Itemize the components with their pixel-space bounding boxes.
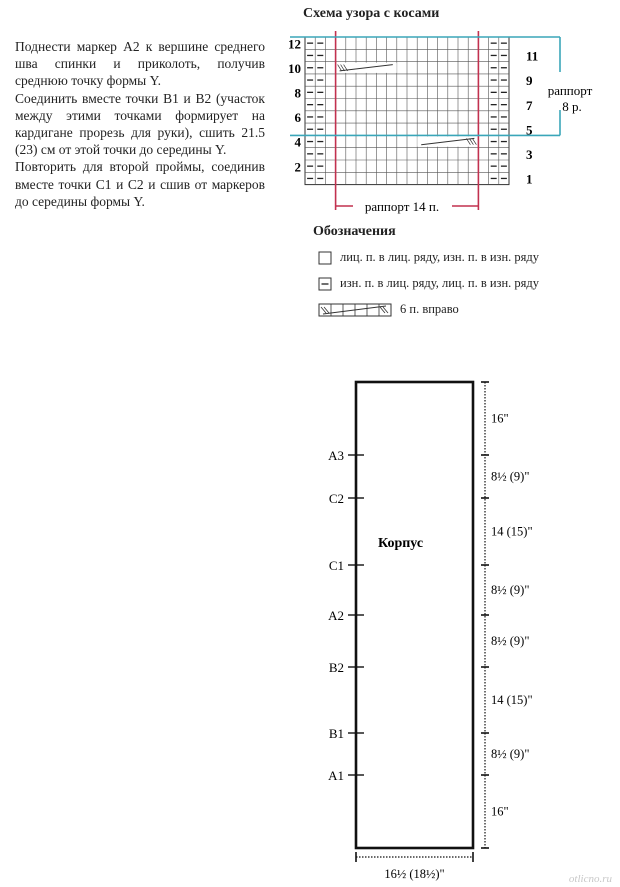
marker-label: С1 — [328, 558, 344, 573]
row-number-right: 7 — [526, 97, 533, 113]
marker-label: А1 — [328, 768, 344, 783]
row-number-left: 4 — [294, 134, 301, 150]
marker-label: С2 — [328, 491, 344, 506]
segment-label: 8½ (9)" — [491, 747, 530, 761]
legend-knit-label: лиц. п. в лиц. ряду, изн. п. в изн. ряду — [340, 250, 540, 264]
body-label: Корпус — [378, 536, 424, 551]
legend-cable-label: 6 п. вправо — [400, 302, 459, 316]
marker-label: А2 — [328, 608, 344, 623]
width-label: 16½ (18½)" — [384, 867, 445, 881]
marker-label: А3 — [328, 448, 344, 463]
row-number-right: 9 — [526, 73, 533, 89]
marker-label: В2 — [328, 660, 344, 675]
instruction-paragraph-1: Поднести маркер А2 к вершине среднего шва спинки и приколоть, получив среднюю точку формы Y. — [15, 39, 265, 89]
segment-label: 14 (15)" — [491, 524, 533, 539]
segment-label: 16" — [491, 804, 509, 819]
legend-purl-label: изн. п. в лиц. ряду, лиц. п. в изн. ряду — [340, 276, 540, 290]
row-number-right: 1 — [526, 171, 533, 187]
marker-label: В1 — [328, 726, 344, 741]
schematic-group — [328, 382, 532, 881]
row-number-left: 10 — [288, 60, 301, 76]
row-number-right: 11 — [526, 48, 539, 64]
legend-title: Обозначения — [313, 224, 396, 239]
instruction-paragraph-2: Соединить вместе точки В1 и В2 (участок между этими точками формирует на кардигане прорезь для руки), сшить 21.5 (23) см от этой точки до середины Y. — [15, 90, 265, 158]
segment-label: 8½ (9)" — [491, 469, 530, 484]
segment-label: 8½ (9)" — [491, 634, 530, 648]
row-number-left: 12 — [288, 36, 301, 52]
segment-label: 8½ (9)" — [491, 583, 530, 597]
body-outline — [356, 382, 473, 848]
row-number-left: 6 — [294, 110, 301, 126]
repeat-rows-label-1: раппорт — [547, 83, 593, 98]
row-number-left: 8 — [294, 85, 301, 101]
repeat-stitches-label: раппорт 14 п. — [364, 199, 440, 214]
chart-title: Схема узора с косами — [303, 6, 440, 21]
instruction-paragraph-3: Повторить для второй проймы, соединив вместе точки С1 и С2 и сшив от маркеров до середины формы Y. — [15, 159, 265, 209]
repeat-rows-label-2: 8 р. — [562, 99, 582, 114]
segment-label: 14 (15)" — [491, 693, 533, 707]
row-number-left: 2 — [294, 159, 301, 175]
segment-label: 16" — [491, 411, 509, 426]
watermark: otlicno.ru — [568, 873, 612, 885]
row-number-right: 3 — [526, 147, 533, 162]
row-number-right: 5 — [526, 122, 533, 138]
